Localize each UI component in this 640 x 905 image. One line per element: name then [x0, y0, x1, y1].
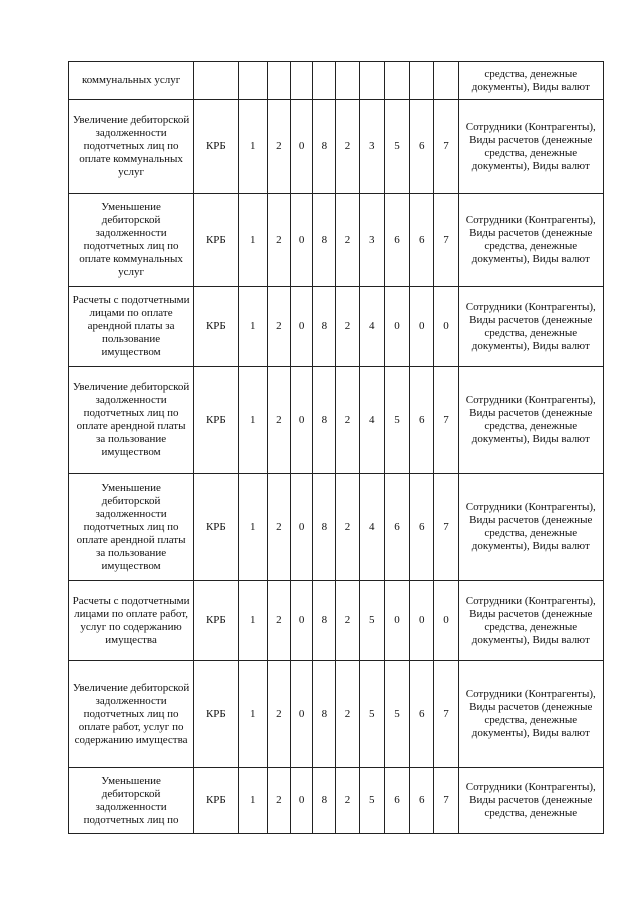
digit-cell: 8 [313, 768, 336, 834]
digit-cell: 0 [410, 287, 434, 367]
analytics-cell: Сотрудники (Контрагенты), Виды расчетов (денежные средства, денежные документы), Виды валют [458, 367, 603, 474]
digit-cell [291, 62, 313, 100]
digit-cell: 6 [410, 661, 434, 768]
account-name-cell: Расчеты с подотчетными лицами по оплате работ, услуг по содержанию имущества [69, 581, 194, 661]
analytics-cell: Сотрудники (Контрагенты), Виды расчетов (денежные средства, денежные документы), Виды валют [458, 287, 603, 367]
digit-cell: 6 [384, 474, 409, 581]
account-name-cell: Увеличение дебиторской задолженности подотчетных лиц по оплате арендной платы за пользование имуществом [69, 367, 194, 474]
digit-cell: 5 [384, 100, 409, 194]
digit-cell: 7 [434, 768, 458, 834]
digit-cell: 3 [359, 100, 384, 194]
digit-cell: 0 [291, 287, 313, 367]
digit-cell: 2 [267, 474, 290, 581]
digit-cell: 2 [336, 367, 359, 474]
digit-cell: 0 [291, 768, 313, 834]
digit-cell: 2 [336, 194, 359, 287]
digit-cell: 2 [336, 661, 359, 768]
digit-cell: 1 [238, 661, 267, 768]
digit-cell: 6 [410, 194, 434, 287]
account-name-cell: коммунальных услуг [69, 62, 194, 100]
analytics-cell: Сотрудники (Контрагенты), Виды расчетов (денежные средства, денежные документы), Виды валют [458, 661, 603, 768]
digit-cell: 8 [313, 287, 336, 367]
digit-cell: 5 [359, 661, 384, 768]
digit-cell: 2 [336, 100, 359, 194]
digit-cell [410, 62, 434, 100]
digit-cell: 8 [313, 474, 336, 581]
digit-cell: 2 [267, 100, 290, 194]
digit-cell: 4 [359, 367, 384, 474]
digit-cell: 5 [384, 661, 409, 768]
digit-cell: 2 [336, 474, 359, 581]
account-name-cell: Расчеты с подотчетными лицами по оплате арендной платы за пользование имуществом [69, 287, 194, 367]
digit-cell: 4 [359, 287, 384, 367]
digit-cell: 8 [313, 194, 336, 287]
digit-cell: 8 [313, 367, 336, 474]
account-name-cell: Увеличение дебиторской задолженности подотчетных лиц по оплате работ, услуг по содержанию имущества [69, 661, 194, 768]
digit-cell: 6 [410, 768, 434, 834]
digit-cell: 0 [291, 100, 313, 194]
digit-cell: 6 [384, 194, 409, 287]
accounts-table [68, 61, 604, 834]
digit-cell: 2 [336, 287, 359, 367]
table-row [69, 581, 604, 661]
digit-cell: 1 [238, 581, 267, 661]
digit-cell [238, 62, 267, 100]
digit-cell: 7 [434, 367, 458, 474]
digit-cell: 6 [410, 367, 434, 474]
account-name-cell: Уменьшение дебиторской задолженности подотчетных лиц по оплате арендной платы за пользование имуществом [69, 474, 194, 581]
code-cell: КРБ [194, 100, 238, 194]
digit-cell: 1 [238, 100, 267, 194]
digit-cell: 5 [359, 581, 384, 661]
digit-cell: 2 [267, 661, 290, 768]
digit-cell [384, 62, 409, 100]
digit-cell: 0 [291, 194, 313, 287]
table-row [69, 768, 604, 834]
digit-cell: 5 [359, 768, 384, 834]
digit-cell: 6 [410, 100, 434, 194]
analytics-cell: Сотрудники (Контрагенты), Виды расчетов (денежные средства, денежные [458, 768, 603, 834]
digit-cell: 3 [359, 194, 384, 287]
account-name-cell: Увеличение дебиторской задолженности подотчетных лиц по оплате коммунальных услуг [69, 100, 194, 194]
digit-cell: 2 [267, 287, 290, 367]
digit-cell: 0 [291, 661, 313, 768]
code-cell: КРБ [194, 661, 238, 768]
analytics-cell: Сотрудники (Контрагенты), Виды расчетов (денежные средства, денежные документы), Виды валют [458, 474, 603, 581]
digit-cell: 6 [384, 768, 409, 834]
table-row [69, 367, 604, 474]
table-row [69, 474, 604, 581]
digit-cell: 0 [384, 287, 409, 367]
digit-cell [359, 62, 384, 100]
digit-cell: 0 [291, 581, 313, 661]
code-cell [194, 62, 238, 100]
code-cell: КРБ [194, 768, 238, 834]
digit-cell: 0 [384, 581, 409, 661]
digit-cell [336, 62, 359, 100]
digit-cell: 7 [434, 100, 458, 194]
digit-cell: 0 [291, 474, 313, 581]
analytics-cell: Сотрудники (Контрагенты), Виды расчетов (денежные средства, денежные документы), Виды валют [458, 194, 603, 287]
digit-cell: 2 [336, 581, 359, 661]
code-cell: КРБ [194, 474, 238, 581]
analytics-cell: Сотрудники (Контрагенты), Виды расчетов (денежные средства, денежные документы), Виды валют [458, 100, 603, 194]
account-name-cell: Уменьшение дебиторской задолженности подотчетных лиц по оплате коммунальных услуг [69, 194, 194, 287]
digit-cell: 1 [238, 768, 267, 834]
code-cell: КРБ [194, 194, 238, 287]
digit-cell: 1 [238, 474, 267, 581]
digit-cell: 2 [336, 768, 359, 834]
digit-cell: 2 [267, 367, 290, 474]
digit-cell: 8 [313, 100, 336, 194]
digit-cell: 2 [267, 581, 290, 661]
digit-cell: 4 [359, 474, 384, 581]
digit-cell: 8 [313, 581, 336, 661]
digit-cell [267, 62, 290, 100]
digit-cell: 1 [238, 194, 267, 287]
digit-cell: 7 [434, 474, 458, 581]
analytics-cell: средства, денежные документы), Виды валют [458, 62, 603, 100]
digit-cell: 5 [384, 367, 409, 474]
digit-cell [434, 62, 458, 100]
code-cell: КРБ [194, 287, 238, 367]
digit-cell: 0 [410, 581, 434, 661]
code-cell: КРБ [194, 367, 238, 474]
analytics-cell: Сотрудники (Контрагенты), Виды расчетов (денежные средства, денежные документы), Виды валют [458, 581, 603, 661]
digit-cell: 7 [434, 661, 458, 768]
code-cell: КРБ [194, 581, 238, 661]
digit-cell [313, 62, 336, 100]
table-row [69, 100, 604, 194]
digit-cell: 0 [291, 367, 313, 474]
digit-cell: 8 [313, 661, 336, 768]
account-name-cell: Уменьшение дебиторской задолженности подотчетных лиц по [69, 768, 194, 834]
digit-cell: 2 [267, 768, 290, 834]
digit-cell: 1 [238, 287, 267, 367]
digit-cell: 0 [434, 287, 458, 367]
digit-cell: 1 [238, 367, 267, 474]
table-row [69, 194, 604, 287]
digit-cell: 7 [434, 194, 458, 287]
table-row [69, 62, 604, 100]
digit-cell: 2 [267, 194, 290, 287]
table-row [69, 287, 604, 367]
table-row [69, 661, 604, 768]
digit-cell: 6 [410, 474, 434, 581]
digit-cell: 0 [434, 581, 458, 661]
